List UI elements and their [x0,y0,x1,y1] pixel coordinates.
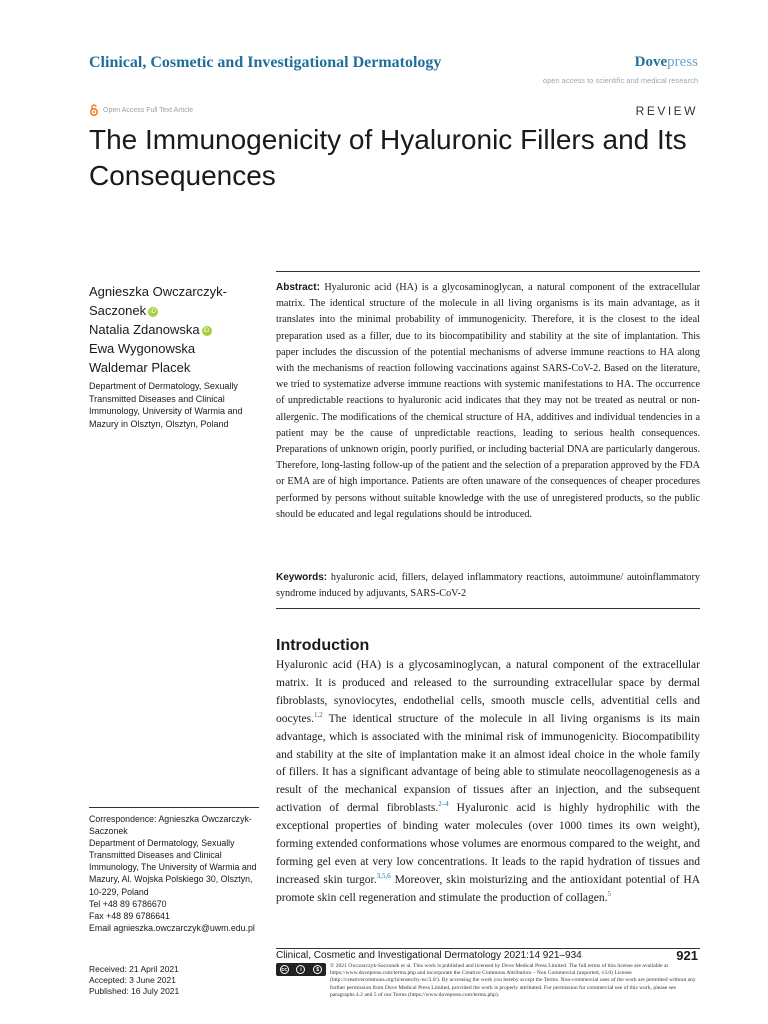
accepted-date: Accepted: 3 June 2021 [89,975,176,985]
page-number: 921 [676,948,698,963]
published-date: Published: 16 July 2021 [89,986,180,996]
intro-text-2: The identical structure of the molecule in all living organisms is its main advantage, which is associated with the minimal risk of immunogenicity. Biocompatibility and stability at the site of implantation make it an almost ideal choice in the whole family of fillers. It has a significant advantage of being able to stimulate neocollagenogenesis as a result of the mechanical expansion of tissues after an injection, and the subsequent activation of dermal fibroblasts. [276,712,700,815]
citation-link[interactable]: 2–4 [438,800,449,809]
abstract-top-rule [276,271,700,272]
article-type: REVIEW [635,104,698,118]
publisher-suffix: press [667,54,698,70]
author-name-text: Waldemar Placek [89,360,191,375]
publisher-brand: Dove [634,54,668,70]
citation-link[interactable]: 5 [607,889,611,898]
license-block [276,963,700,999]
footer-rule [276,948,700,949]
author-name-text: Natalia Zdanowska [89,322,200,337]
author-name [89,339,259,358]
publisher-logo [635,54,698,71]
section-heading-introduction: Introduction [276,637,370,654]
license-text: © 2021 Owczarczyk-Saczonek et al. This work is published and licensed by Dove Medical Press Limited. The full terms of this license are available at https://www.dovepress.com/terms.php and incorporate the Creative Commons Attribution – Non Commercial (unported, v3.0) License (http://creativecommons.org/licenses/by-nc/3.0/). By accessing the work you hereby accept the Terms. Non-commercial uses of the work are permitted without any further permission from Dove Medical Press Limited, provided the work is properly attributed. For permission for commercial use of this work, please see paragraphs 4.2 and 5 of our Terms (https://www.dovepress.com/terms.php). [330,963,696,998]
open-access-badge [89,104,193,116]
affiliation: Department of Dermatology, Sexually Transmitted Diseases and Clinical Immunology, University of Warmia and Mazury in Olsztyn, Olsztyn, Poland [89,381,243,429]
publication-dates [89,964,179,997]
orcid-icon[interactable]: iD [148,307,158,317]
author-list [89,282,259,377]
correspondence-rule [89,807,259,808]
journal-title: Clinical, Cosmetic and Investigational Dermatology [89,54,442,71]
citation-link[interactable]: 1,2 [314,710,323,719]
intro-text-1: Hyaluronic acid (HA) is a glycosaminoglycan, a natural component of the extracellular matrix. It is produced and released to the surrounding extracellular space by dermal fibroblasts, synoviocytes, endothelial cells, smooth muscle cells, adventitial cells and oocytes. [276,659,700,725]
correspondence-block [89,813,264,934]
correspondence-email[interactable]: Email agnieszka.owczarczyk@uwm.edu.pl [89,922,255,933]
keywords [276,570,700,602]
keywords-label: Keywords: [276,572,328,583]
author-name-text: Agnieszka Owczarczyk-Saczonek [89,284,227,318]
author-name [89,320,259,339]
abstract-bottom-rule [276,608,700,609]
correspondence-tel: Tel +48 89 6786670 [89,898,167,909]
open-access-icon [89,104,99,116]
author-name [89,282,259,320]
keywords-text: hyaluronic acid, fillers, delayed inflammatory reactions, autoimmune/ autoinflammatory syndrome induced by adjuvants, SARS-CoV-2 [276,572,700,600]
abstract-text: Hyaluronic acid (HA) is a glycosaminoglycan, a natural component of the extracellular matrix. The identical structure of the molecule in all living organisms is its main advantage, as it translates into the minimal probability of immunogenicity. Therefore, it is the closest to the ideal preparation used as a filler, due to its biocompatibility and stability at the site of implantation. This paper includes the discussion of the potential mechanisms of adverse immune reactions to HA along with the mechanisms of reaction following vaccinations against SARS-CoV-2. Based on the literature, we tried to systematize adverse immune reactions with systemic manifestations to HA. The occurrence of unpredictable reactions to hyaluronic acid indicates that they may not be treated as neutral or non-allergenic. The modifications of the chemical structure of HA, additives and individual tendencies in a patient may be the cause of unpredictable reactions, leading to serious health consequences. Preparations of unknown origin, poorly purified, or including bacterial DNA are particularly dangerous. Therefore, long-lasting follow-up of the patient and the selection of a preparation approved by the FDA or EMA are of high importance. Patients are often unaware of the consequences of cheaper procedures performed by persons without suitable knowledge with the use of unregistered products, so the public should be educated and legal regulations should be introduced. [276,282,700,520]
introduction-paragraph [276,657,700,908]
intro-text-3: Hyaluronic acid is highly hydrophilic with the exceptional properties of binding water molecules (over 1000 times its own weight), forming extended conformations whose volumes are enormous compared to the weight, and forming gel even at very low concentrations. It leads to the rapid hydration of tissues and increased skin turgor. [276,802,700,886]
article-title: The Immunogenicity of Hyaluronic Fillers and Its Consequences [89,124,687,191]
author-name-text: Ewa Wygonowska [89,341,196,356]
footer-citation: Clinical, Cosmetic and Investigational Dermatology 2021:14 921–934 [276,950,582,961]
creative-commons-icon[interactable]: cc i $ [276,963,326,976]
publisher-tagline: open access to scientific and medical research [542,76,698,85]
correspondence-label: Correspondence: Agnieszka Owczarczyk-Saczonek [89,814,252,837]
open-access-label: Open Access Full Text Article [103,106,194,114]
received-date: Received: 21 April 2021 [89,964,179,974]
abstract-label: Abstract: [276,282,320,293]
correspondence-address: Department of Dermatology, Sexually Transmitted Diseases and Clinical Immunology, The University of Warmia and Mazury, Al. Wojska Polskiego 30, Olsztyn, 10-229, Poland [89,838,257,897]
citation-link[interactable]: 3,5,6 [376,872,391,881]
author-name [89,358,259,377]
abstract [276,280,700,523]
correspondence-fax: Fax +48 89 6786641 [89,910,170,921]
intro-text-4: Moreover, skin moisturizing and the antioxidant potential of HA promote skin cell regeneration and stimulate the production of collagen. [276,873,700,904]
orcid-icon[interactable]: iD [202,326,212,336]
